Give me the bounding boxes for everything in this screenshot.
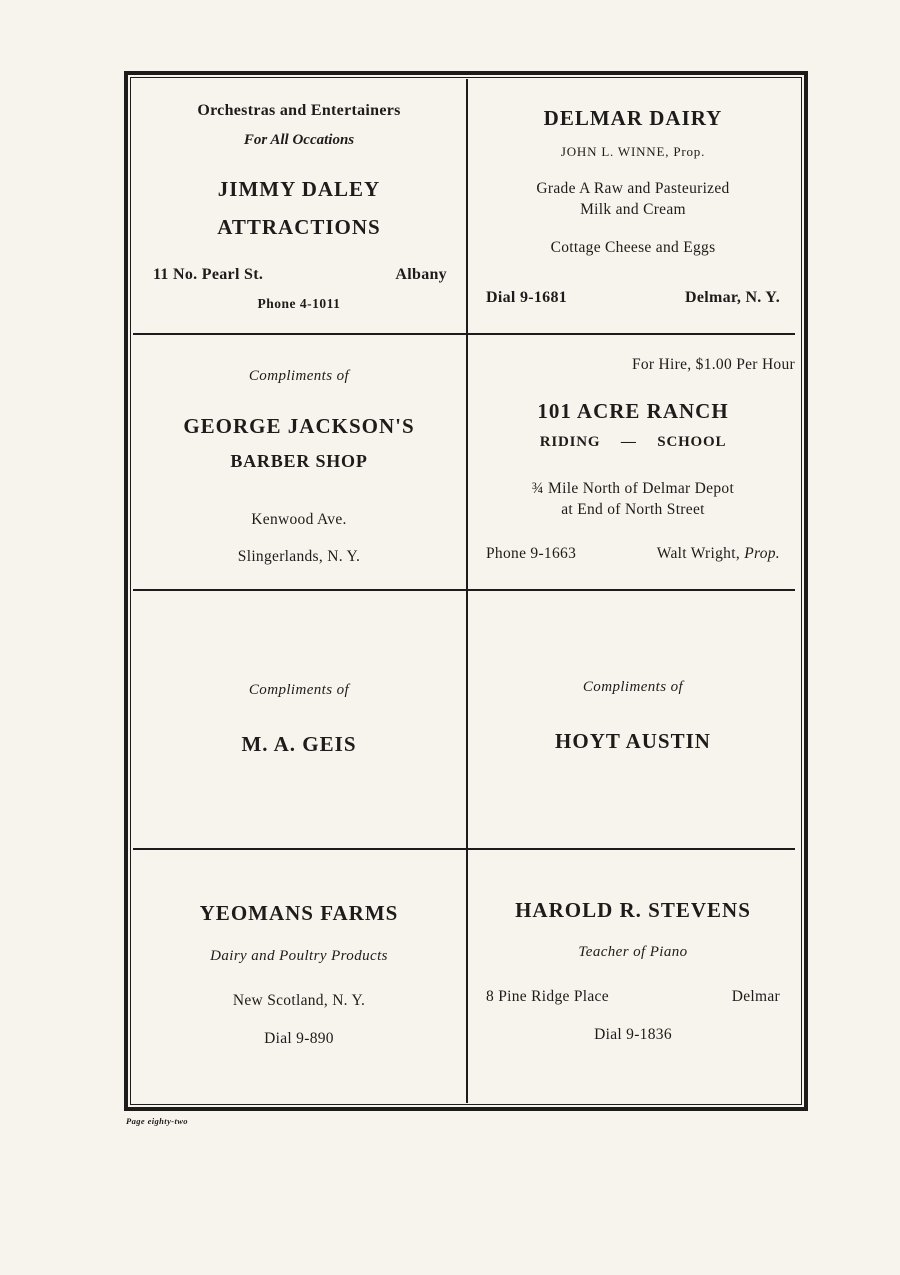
ad-owner-name: Walt Wright, <box>656 545 740 562</box>
ad-compliments: Compliments of <box>248 368 350 384</box>
ad-compliments: Compliments of <box>582 679 684 695</box>
ad-services <box>468 434 798 451</box>
ad-dial: Dial 9-1681 <box>486 289 568 306</box>
ad-city: New Scotland, N. Y. <box>232 992 366 1009</box>
ad-name: HOYT AUSTIN <box>555 729 711 753</box>
ad-address: 8 Pine Ridge Place <box>486 988 609 1005</box>
ad-line: Grade A Raw and Pasteurized <box>536 180 730 197</box>
ad-city: Delmar, N. Y. <box>684 289 780 306</box>
ad-name: 101 ACRE RANCH <box>537 399 729 423</box>
ad-name: DELMAR DAIRY <box>543 106 723 130</box>
ad-directions <box>468 480 798 498</box>
ad-service-riding: RIDING <box>539 434 601 450</box>
ad-owner-prop: Prop. <box>744 545 780 562</box>
row-divider-1 <box>133 333 795 335</box>
ad-name: BARBER SHOP <box>230 451 368 471</box>
ad-tagline: For All Occations <box>243 132 355 148</box>
ad-line: Dairy and Poultry Products <box>210 948 388 964</box>
ad-hire-rate: For Hire, $1.00 Per Hour <box>631 356 795 373</box>
row-divider-3 <box>133 848 795 850</box>
ad-address: Kenwood Ave. <box>251 511 347 528</box>
ad-name: YEOMANS FARMS <box>199 901 399 925</box>
ad-dial: Dial 9-890 <box>264 1030 334 1047</box>
ad-fraction: ¾ <box>531 480 544 497</box>
ad-line: Cottage Cheese and Eggs <box>550 239 716 256</box>
ad-line: Orchestras and Entertainers <box>197 102 401 119</box>
ad-harold-stevens <box>468 851 798 1101</box>
ad-city: Albany <box>395 266 447 283</box>
ad-name: GEORGE JACKSON'S <box>183 414 415 438</box>
ad-name: JIMMY DALEY <box>217 177 381 201</box>
ad-name: HAROLD R. STEVENS <box>515 898 751 922</box>
ad-dial: Dial 9-1836 <box>594 1026 672 1043</box>
ad-phone: Phone 4-1011 <box>257 296 341 311</box>
ad-jimmy-daley <box>133 80 465 332</box>
ad-yeomans-farms <box>133 851 465 1101</box>
ad-service-school: SCHOOL <box>657 434 727 450</box>
ad-directions-line2: at End of North Street <box>561 501 705 518</box>
ad-line: Teacher of Piano <box>578 944 688 960</box>
ad-owner <box>657 545 780 563</box>
page-number: Page eighty-two <box>126 1116 188 1126</box>
row-divider-2 <box>133 589 795 591</box>
ad-line: Milk and Cream <box>580 201 686 218</box>
ad-name: M. A. GEIS <box>241 732 357 756</box>
ad-george-jackson <box>133 336 465 588</box>
ad-proprietor: JOHN L. WINNE, Prop. <box>560 144 706 159</box>
ad-dash: — <box>620 434 637 450</box>
ad-city: Slingerlands, N. Y. <box>237 548 361 565</box>
ad-ma-geis <box>133 592 465 847</box>
ad-directions-text: Mile North of Delmar Depot <box>548 480 735 497</box>
ad-hoyt-austin <box>468 592 798 847</box>
ad-compliments: Compliments of <box>248 682 350 698</box>
ad-address: 11 No. Pearl St. <box>153 266 264 283</box>
ad-name: ATTRACTIONS <box>217 215 381 239</box>
ad-phone: Phone 9-1663 <box>486 545 577 562</box>
ad-acre-ranch <box>468 336 798 588</box>
ad-city: Delmar <box>731 988 780 1005</box>
ad-delmar-dairy <box>468 80 798 332</box>
